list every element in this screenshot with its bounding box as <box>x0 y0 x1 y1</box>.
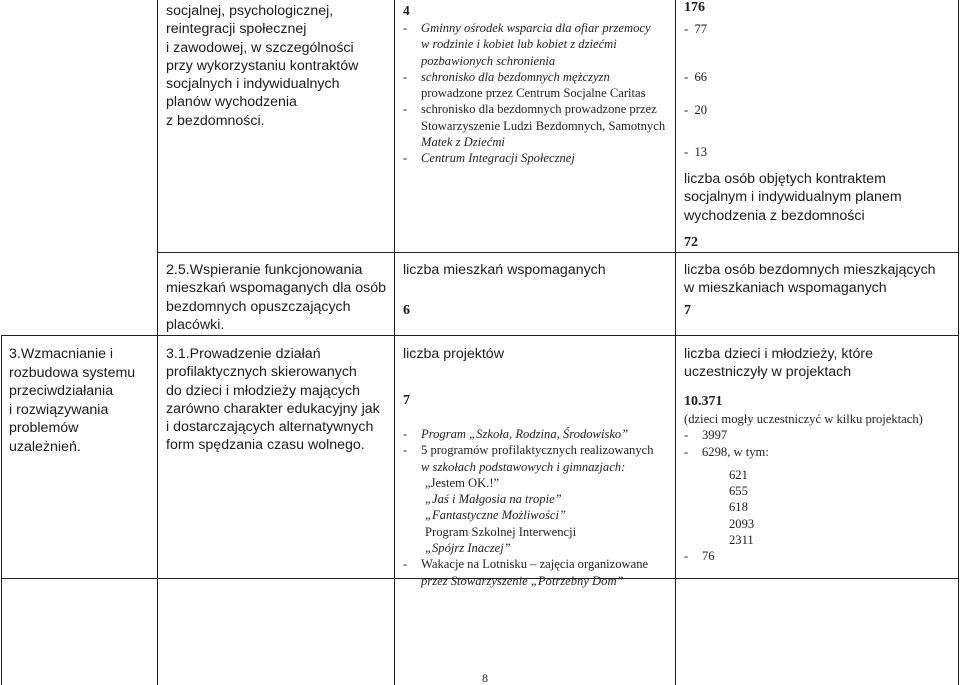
result-sub-value: 621 <box>729 467 748 482</box>
text-line: 3.Wzmacnianie i <box>9 346 114 362</box>
list-item: - 5 programów profilaktycznych realizowanych w szkołach podstawowych i gimnazjach: <box>403 443 654 474</box>
sub-program: Program Szkolnej Interwencji <box>425 524 577 539</box>
table-row-line-1 <box>157 252 959 253</box>
text-line: Gminny ośrodek wsparcia dla ofiar przemocy <box>421 21 651 35</box>
text-line: 2.5.Wspieranie funkcjonowania <box>166 262 363 278</box>
text-line: do dzieci i młodzieży mających <box>166 382 360 399</box>
sub-program: „Fantastyczne Możliwości” <box>425 508 566 523</box>
text-line: schronisko dla bezdomnych prowadzone przez <box>421 102 657 117</box>
list-item: - schronisko dla bezdomnych prowadzone przez Stowarzyszenie Ludzi Bezdomnych, Samotnych Matek z Dziećmi <box>403 102 666 150</box>
projects-list <box>403 426 675 589</box>
result-sub-value: 655 <box>729 484 748 499</box>
page-number: 8 <box>482 671 488 685</box>
text-line: form spędzania czasu wolnego. <box>166 437 365 454</box>
indicator-apartments-value: 6 <box>403 303 410 318</box>
table-divider-col1 <box>157 0 158 685</box>
text-line: liczba osób objętych kontraktem <box>684 171 886 187</box>
text-line: reintegracji społecznej <box>166 21 307 38</box>
text-line: i rozwiązywania <box>9 401 109 418</box>
text-line: wychodzenia z bezdomności <box>684 207 865 224</box>
text-line: planów wychodzenia <box>166 94 297 111</box>
result-sub-value: 2093 <box>729 516 755 531</box>
text-line: w rodzinie i kobiet lub kobiet z dziećmi <box>421 37 617 52</box>
text-line: i dostarczających alternatywnych <box>166 419 374 436</box>
list-item: - schronisko dla bezdomnych mężczyzn prowadzone przez Centrum Socjalne Caritas <box>403 69 646 101</box>
goal-3 <box>9 345 135 456</box>
text-line: przy wykorzystaniu kontraktów <box>166 57 359 74</box>
contract-value: 72 <box>684 235 698 250</box>
facilities-count: 4 <box>403 3 410 18</box>
sub-program: „Jaś i Małgosia na tropie” <box>425 492 562 507</box>
text-line: 3.1.Prowadzenie działań <box>166 346 321 362</box>
indicator-projects-value: 7 <box>403 393 410 408</box>
capacity-total: 176 <box>684 0 705 15</box>
text-line: Stowarzyszenie Ludzi Bezdomnych, Samotnych <box>421 118 666 133</box>
contract-label <box>684 170 902 225</box>
text-line: przeciwdziałania <box>9 383 114 399</box>
result-apartments-label <box>684 261 936 298</box>
text-line: Program „Szkoła, Rodzina, Środowisko” <box>421 427 629 441</box>
sub-program: „Jestem OK.!” <box>425 475 500 490</box>
table-divider-col2 <box>394 0 395 685</box>
result-sub-value: 618 <box>729 500 748 515</box>
table-divider-col3 <box>675 0 676 685</box>
result-sub-value: 2311 <box>729 533 754 548</box>
facilities-list <box>403 2 673 167</box>
result-value: - 3997 <box>684 428 728 443</box>
text-line: profilaktycznych skierowanych <box>166 364 357 381</box>
text-line: socjalnej, psychologicznej, <box>166 3 334 19</box>
capacity-value: - 77 <box>684 22 708 36</box>
text-line: uczestniczyły w projektach <box>684 364 852 381</box>
text-line: problemów <box>9 420 79 436</box>
task-2-5 <box>166 261 386 334</box>
text-line: zarówno charakter edukacyjny jak <box>166 400 380 417</box>
result-value: - 6298, w tym: <box>684 444 769 459</box>
list-item: - Centrum Integracji Społecznej <box>403 151 575 166</box>
text-line: uzależnień. <box>9 438 81 455</box>
indicator-apartments-value: 7 <box>684 303 691 318</box>
indicator-projects-label: liczba projektów <box>403 346 504 362</box>
table-border-right <box>958 0 959 685</box>
text-line: przez Stowarzyszenie „Potrzebny Dom” <box>421 573 624 588</box>
text-line: liczba osób bezdomnych mieszkających <box>684 262 936 278</box>
text-line: w mieszkaniach wspomaganych <box>684 280 887 297</box>
capacity-value: - 20 <box>684 103 708 117</box>
result-value: - 76 <box>684 549 715 564</box>
text-line: i zawodowej, w szczególności <box>166 39 354 56</box>
task-2-4-continuation <box>166 2 358 130</box>
text-line: liczba dzieci i młodzieży, które <box>684 346 873 362</box>
text-line: w szkołach podstawowych i gimnazjach: <box>421 459 626 474</box>
result-children-values <box>684 393 956 565</box>
text-line: pozbawionych schronienia <box>421 53 556 68</box>
indicator-apartments-label: liczba mieszkań wspomaganych <box>403 262 606 278</box>
result-note: (dzieci mogły uczestniczyć w kilku projektach) <box>684 412 923 426</box>
text-line: 5 programów profilaktycznych realizowanych <box>421 443 654 458</box>
text-line: rozbudowa systemu <box>9 364 136 381</box>
text-line: z bezdomności. <box>166 112 265 129</box>
text-line: bezdomnych opuszczających <box>166 298 351 315</box>
task-3-1 <box>166 345 380 455</box>
capacity-value: - 13 <box>684 145 708 159</box>
result-total: 10.371 <box>684 394 723 409</box>
text-line: schronisko dla bezdomnych mężczyzn <box>421 69 610 84</box>
capacity-value: - 66 <box>684 70 708 84</box>
table-border-left <box>1 335 2 685</box>
text-line: Centrum Integracji Społecznej <box>421 151 575 166</box>
sub-program: „Spójrz Inaczej” <box>425 541 511 556</box>
table-row-line-2 <box>1 335 959 336</box>
text-line: mieszkań wspomaganych dla osób <box>166 280 387 297</box>
text-line: socjalnym i indywidualnym planem <box>684 189 902 206</box>
text-line: Wakacje na Lotnisku – zajęcia organizowane <box>421 557 649 572</box>
result-children-label <box>684 345 873 382</box>
list-item: - Wakacje na Lotnisku – zajęcia organizowane przez Stowarzyszenie „Potrzebny Dom” <box>403 557 649 588</box>
list-item: - Program „Szkoła, Rodzina, Środowisko” <box>403 427 629 441</box>
text-line: placówki. <box>166 316 225 333</box>
text-line: Matek z Dziećmi <box>421 135 505 150</box>
text-line: socjalnych i indywidualnych <box>166 76 340 93</box>
list-item: - Gminny ośrodek wsparcia dla ofiar przemocy w rodzinie i kobiet lub kobiet z dziećmi pozbawionych schronienia <box>403 21 651 68</box>
text-line: prowadzone przez Centrum Socjalne Caritas <box>421 86 646 101</box>
